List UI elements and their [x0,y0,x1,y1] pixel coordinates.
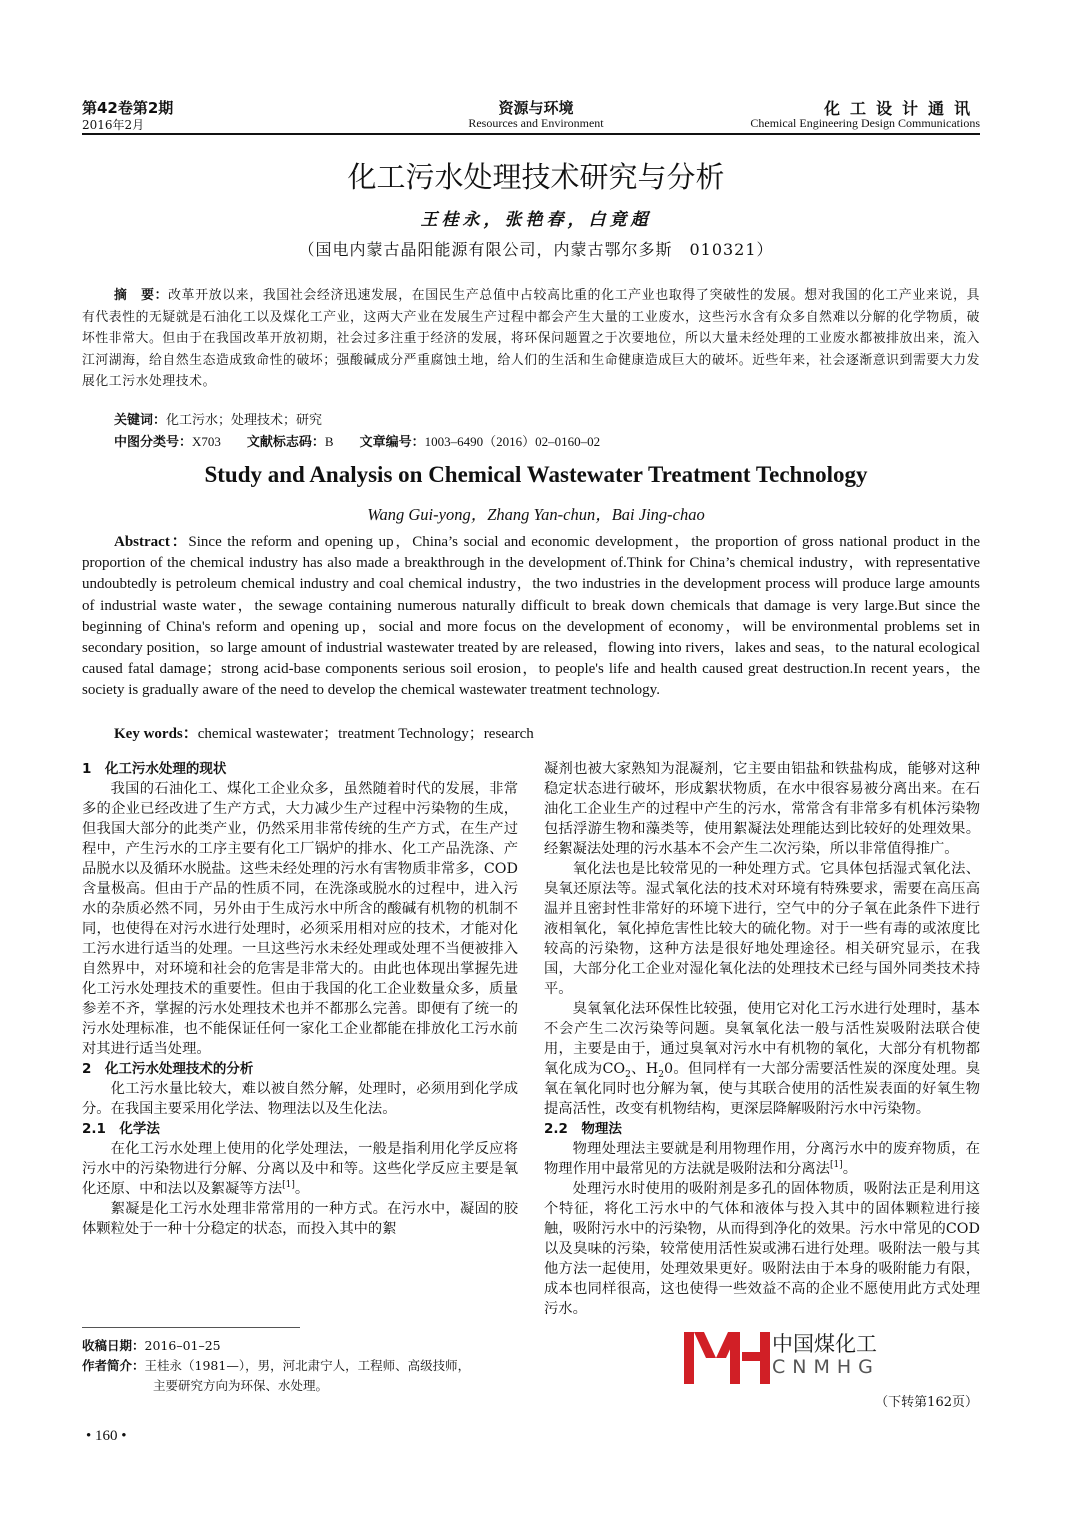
watermark-text-cn: 中国煤化工 [772,1328,877,1358]
received-value: 2016–01–25 [144,1338,221,1353]
journal-date: 2016年2月 [82,118,145,132]
article-no-value: 1003–6490（2016）02–0160–02 [424,434,601,449]
bio-text-line1: 王桂永（1981—），男，河北肃宁人，工程师、高级技师， [144,1358,471,1373]
author-bio [82,1356,518,1396]
paragraph-text: 臭氧氧化法环保性比较强，使用它对化工污水进行处理时，基本不会产生二次污染等问题。臭氧氧化法一般与活性炭吸附法联合使用，主要是由于，通过臭氧对污水中有机物的氧化，大部分有机物都氧化成为CO [544,1001,980,1077]
footnote-divider [82,1327,300,1328]
paragraph-text: 物理处理法主要就是利用物理作用，分离污水中的废弃物质，在物理作用中最常见的方法就是吸附法和分离法 [544,1141,980,1177]
paragraph: 化工污水量比较大，难以被自然分解，处理时，必须用到化学成分。在我国主要采用化学法、物理法以及生化法。 [82,1081,518,1117]
article-no-label: 文章编号： [359,435,425,450]
keywords-en-text: chemical wastewater；treatment Technology；research [197,726,534,742]
section-2-heading: 2 化工污水处理技术的分析 [82,1061,254,1077]
citation-ref: [1] [282,1180,295,1191]
paragraph: 氧化法也是比较常见的一种处理方式。它具体包括湿式氧化法、臭氧还原法等。湿式氧化法的技术对环境有特殊要求，需要在高压高温并且密封性非常好的环境下进行，空气中的分子氧在此条件下进行液相氧化，氧化掉危害性比较大的硫化物。对于一些有毒的或浓度比较高的污染物，这种方法是很好地处理途径。相关研究显示，在我国，大部分化工企业对湿化氧化法的处理技术已经与国外同类技术持平。 [544,861,980,997]
doc-code-value: B [324,434,334,449]
section-2-2-heading: 2.2 物理法 [544,1121,622,1137]
paragraph: 我国的石油化工、煤化工企业众多，虽然随着时代的发展，非常多的企业已经改进了生产方式，大力减少生产过程中污染物的生成，但我国大部分的此类产业，仍然采用非常传统的生产方式，在生产过程中，产生污水的工序主要有化工厂锅炉的排水、化工产品洗涤、产品脱水以及循环水脱盐。这些未经处理的污水有害物质非常多，COD含量极高。但由于产品的性质不同，在洗涤或脱水的过程中，进入污水的杂质必然不同，另外由于生成污水中所含的酸碱有机物的机制不同，也使得在对污水进行处理时，必须采用相对应的技术，才能对化工污水进行适当的处理。一旦这些污水未经处理或处理不当便被排入自然界中，对环境和社会的危害是非常大的。由此也体现出掌握先进化工污水处理技术的重要性。但由于我国的化工企业数量众多，质量参差不齐，掌握的污水处理技术也并不都那么完善。即便有了统一的污水处理标准，也不能保证任何一家化工企业都能在排放化工污水前对其进行适当处理。 [82,781,518,1057]
keywords-en-label: Key words： [114,726,198,742]
keywords-cn-label: 关键词： [114,413,167,428]
watermark-text-en: CNMHG [772,1356,880,1378]
abstract-en [82,532,980,702]
paragraph [544,1139,980,1179]
section-1-heading: 1 化工污水处理的现状 [82,761,227,777]
journal-volume: 第42卷第2期 [82,99,174,117]
author-affiliation: （国电内蒙古晶阳能源有限公司，内蒙古鄂尔多斯 010321） [298,240,774,259]
paragraph-text: 0。但同样有一大部分需要活性炭的深度处理。臭氧在氧化同时也分解为氧，使与其联合使用的活性炭表面的好氧生物提高活性，改变有机物结构，更深层降解吸附污水中污染物。 [544,1061,980,1117]
paragraph: 絮凝是化工污水处理非常常用的一种方式。在污水中，凝固的胶体颗粒处于一种十分稳定的状态，而投入其中的絮 [82,1201,518,1237]
classification-line [114,431,600,450]
received-date [82,1336,221,1354]
header-divider [82,133,980,135]
paragraph-end: 。 [294,1181,310,1197]
paragraph-text: 在化工污水处理上使用的化学处理法，一般是指利用化学反应将污水中的污染物进行分解、分离以及中和等。这些化学反应主要是氧化还原、中和法以及絮凝等方法 [82,1141,518,1197]
section-title-cn: 资源与环境 [498,99,574,117]
body-column-right [544,759,980,1319]
abstract-cn-label: 摘 要： [114,288,169,303]
abstract-en-label: Abstract： [114,534,189,550]
paper-title-en: Study and Analysis on Chemical Wastewater Treatment Technology [204,462,868,487]
received-label: 收稿日期： [82,1338,145,1353]
paragraph: 处理污水时使用的吸附剂是多孔的固体物质，吸附法正是利用这个特征，将化工污水中的气体和液体与投入其中的固体颗粒进行接触，吸附污水中的污染物，从而得到净化的效果。污水中常见的COD以及臭味的污染，较常使用活性炭或沸石进行处理。吸附法一般与其他方法一起使用，处理效果更好。吸附法由于本身的吸附能力有限，成本也同样很高，这也使得一些效益不高的企业不愿使用此方式处理污水。 [544,1181,980,1317]
section-title-en: Resources and Environment [468,116,604,130]
paragraph [544,999,980,1119]
journal-name-cn: 化工设计通讯 [823,99,980,118]
watermark-mark-icon [682,1328,772,1388]
subscript: 2 [625,1069,631,1080]
paragraph: 凝剂也被大家熟知为混凝剂，它主要由铝盐和铁盐构成，能够对这种稳定状态进行破坏，形成絮状物质，在水中很容易被分离出来。在石油化工企业生产的过程中产生的污水，常常含有非常多有机体污染物包括浮游生物和藻类等，使用絮凝法处理能达到比较好的处理效果。经絮凝法处理的污水基本不会产生二次污染，所以非常值得推广。 [544,761,980,857]
keywords-cn-text: 化工污水；处理技术；研究 [166,413,323,428]
continued-note: （下转第162页） [875,1395,978,1410]
watermark-logo [682,1328,882,1388]
paper-authors: 王桂永，张艳春，白竟超 [420,210,652,230]
citation-ref: [1] [829,1160,843,1171]
paragraph-text: 、H [630,1061,659,1077]
subscript: 2 [658,1069,664,1080]
paper-title: 化工污水处理技术研究与分析 [347,160,725,194]
paragraph-end: 。 [842,1161,857,1177]
paragraph [82,1139,518,1199]
paper-authors-en: Wang Gui-yong，Zhang Yan-chun，Bai Jing-chao [367,505,705,524]
bio-label: 作者简介： [82,1358,145,1373]
abstract-en-text: Since the reform and opening up，China’s social and economic development，the proportion of gross national product in the proportion of the chemical industry has also made a breakthrough in the development of.Think for China’s chemical industry，with representative undoubtedly is petroleum chemical industry and coal chemical industry，the two industries in the development process will produce large amounts of industrial waste water，the sewage containing numerous naturally difficult to break down chemicals that damage is very large.But since the beginning of China's reform and opening up，social and more focus on the development of economy，will be environmental problems set in secondary position，so large amount of industrial wastewater treated by are released，flowing into rivers，lakes and seas，to the natural ecological caused fatal damage；strong acid-base components serious soil erosion，to people's life and health caused great destruction.In recent years，the society is gradually aware of the need to develop the chemical wastewater treatment technology. [82,534,980,699]
keywords-cn [114,409,322,428]
abstract-cn-text: 改革开放以来，我国社会经济迅速发展，在国民生产总值中占较高比重的化工产业也取得了突破性的发展。想对我国的化工产业来说，具有代表性的无疑就是石油化工以及煤化工产业，这两大产业在发展生产过程中都会产生大量的工业废水，这些污水含有众多自然难以分解的化学物质，破坏性非常大。但由于在我国改革开放初期，社会过多注重于经济的发展，将环保问题置之于次要地位，所以大量未经处理的工业废水都被排放出来，流入江河湖海，给自然生态造成致命性的破坏；强酸碱成分严重腐蚀土地，给人们的生活和生命健康造成巨大的破坏。近些年来，社会逐渐意识到需要大力发展化工污水处理技术。 [82,288,981,389]
abstract-cn [82,285,980,393]
journal-name-en: Chemical Engineering Design Communications [750,116,980,130]
clc-value: X703 [192,434,221,449]
keywords-en [114,722,534,743]
bio-text-line2: 主要研究方向为环保、水处理。 [153,1378,329,1393]
clc-label: 中图分类号： [114,435,193,450]
page-number: • 160 • [86,1428,127,1444]
body-column-left [82,759,518,1239]
section-2-1-heading: 2.1 化学法 [82,1121,160,1137]
doc-code-label: 文献标志码： [246,435,325,450]
